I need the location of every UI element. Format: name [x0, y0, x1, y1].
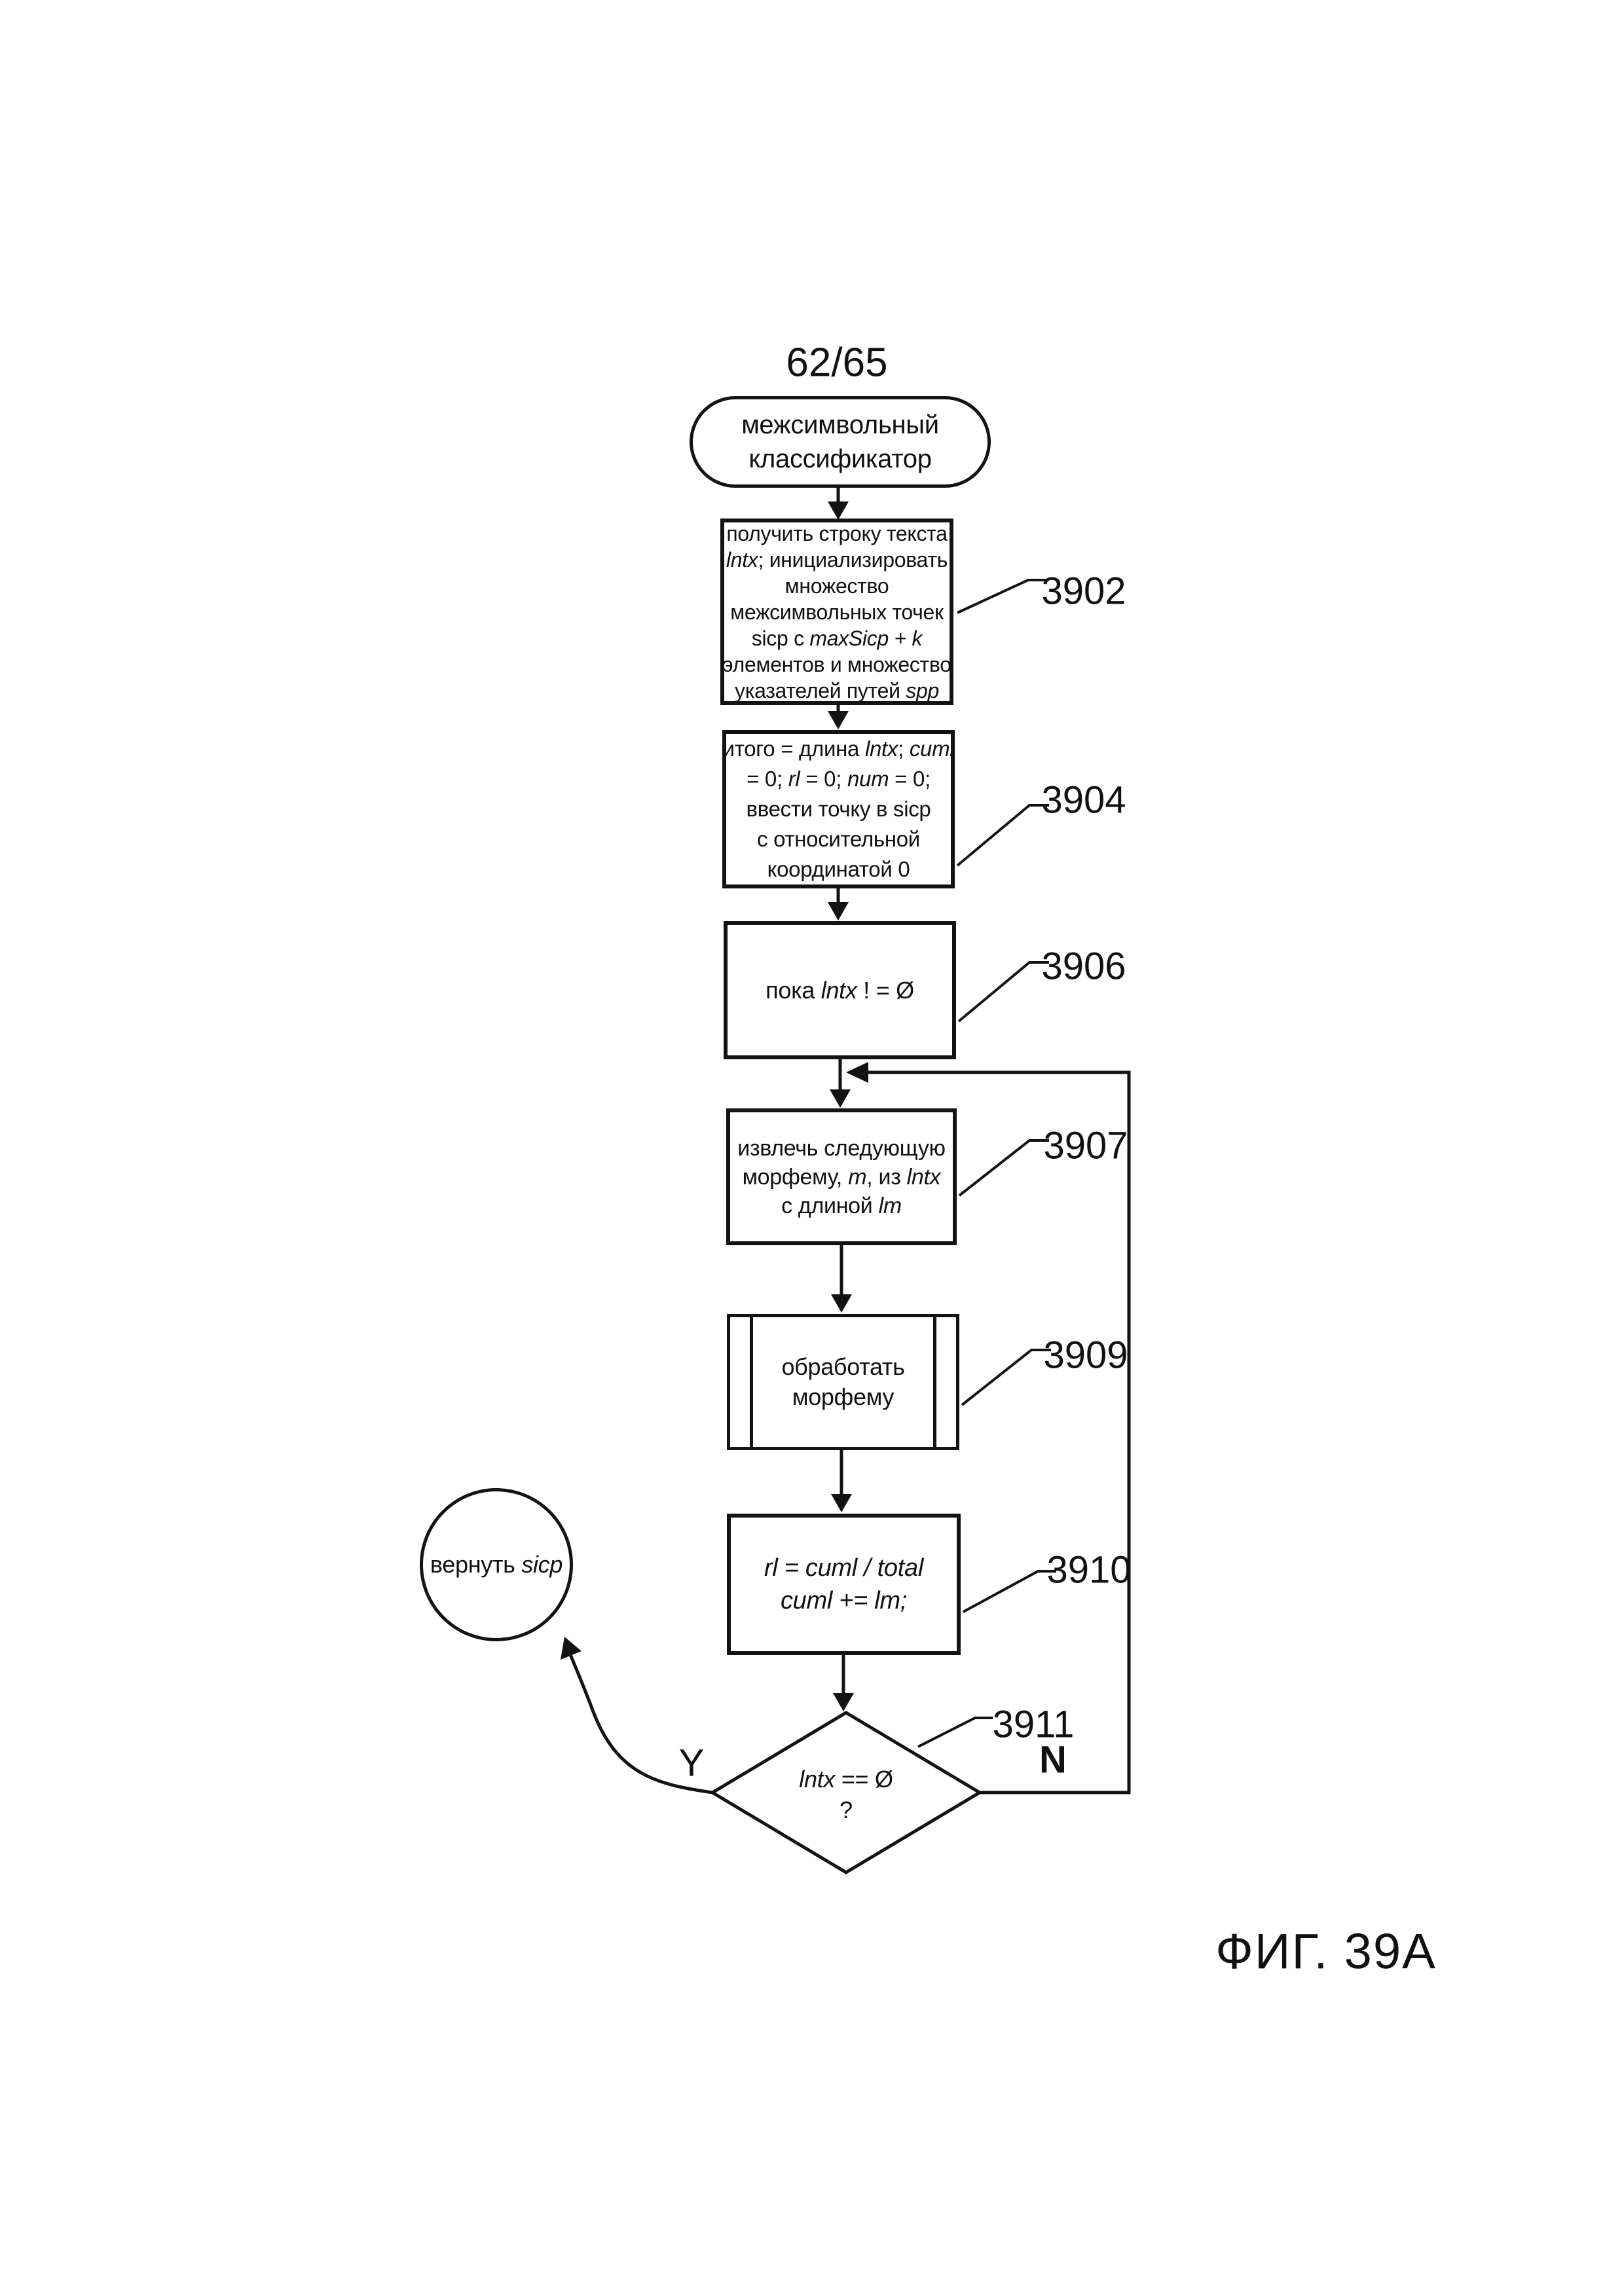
ref-label-3907: 3907 — [1043, 1124, 1128, 1167]
arrowhead-into-3909 — [831, 1294, 852, 1313]
arrowhead-into-3907 — [830, 1089, 851, 1108]
return-terminal: вернуть sicp — [420, 1488, 573, 1641]
callout-line-3902 — [957, 580, 1048, 613]
process-box-3904: итого = длина lntx; cuml = 0; rl = 0; num = 0; ввести точку в sicp с относительной координатой 0 — [722, 730, 955, 888]
ref-label-3902: 3902 — [1041, 570, 1126, 613]
process-box-3910: rl = cuml / total cuml += lm; — [727, 1514, 961, 1655]
process-box-3907: извлечь следующую морфему, m, из lntx с длиной lm — [726, 1108, 957, 1245]
callout-line-3907 — [959, 1140, 1049, 1195]
subroutine-text: обработать морфему — [781, 1353, 905, 1410]
decision-text-3911: lntx == Ø ? — [799, 1766, 893, 1823]
ref-label-3904: 3904 — [1041, 778, 1126, 822]
process-box-3906: пока lntx ! = Ø — [724, 921, 956, 1059]
callout-line-3906 — [959, 962, 1049, 1021]
sheet-number: 62/65 — [786, 340, 888, 386]
subroutine-left-bar — [750, 1317, 753, 1447]
callout-line-3909 — [962, 1350, 1051, 1405]
arrowhead-into-3904 — [828, 711, 849, 729]
arrowhead-loop-join — [846, 1062, 868, 1083]
ref-label-3910: 3910 — [1046, 1548, 1132, 1592]
start-terminal: межсимвольный классификатор — [690, 396, 991, 488]
callout-line-3911 — [918, 1718, 993, 1747]
ref-label-3911: 3911 — [992, 1703, 1075, 1746]
callout-line-3910 — [963, 1571, 1056, 1612]
arrowhead-into-3906 — [828, 902, 849, 920]
callout-line-3904 — [957, 805, 1049, 866]
branch-label-yes: Y — [678, 1741, 705, 1785]
subroutine-box-3909 — [727, 1314, 959, 1450]
arrowhead-into-3902 — [828, 501, 849, 520]
subroutine-right-bar — [933, 1317, 936, 1447]
process-box-3902: получить строку текста lntx; инициализировать множество межсимвольных точек sicp с maxSicp + k элементов и множество указателей путей spp — [720, 519, 953, 705]
arrowhead-into-3910 — [831, 1494, 852, 1512]
branch-label-no: N — [1039, 1738, 1067, 1781]
figure-caption: ФИГ. 39А — [1215, 1923, 1437, 1980]
arrowhead-into-3911 — [833, 1693, 854, 1711]
ref-label-3909: 3909 — [1043, 1334, 1128, 1377]
ref-label-3906: 3906 — [1041, 945, 1126, 988]
